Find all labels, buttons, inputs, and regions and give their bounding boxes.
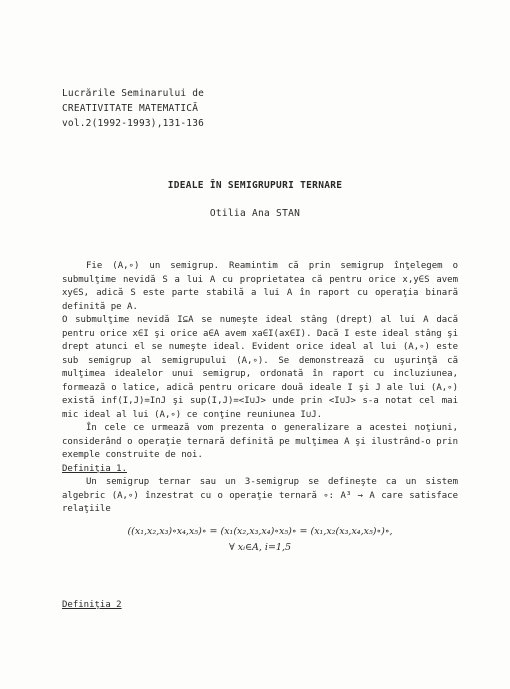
formula-quantifier: ∀ xᵢ∈A, i=1,5: [228, 541, 292, 553]
journal-line-2: CREATIVITATE MATEMATICĂ: [62, 103, 199, 114]
associativity-formula: ((x₁,x₂,x₃)∘x₄,x₅)∘ = (x₁(x₂,x₃,x₄)∘x₅)∘ = (x₁,x₂(x₃,x₄,x₅)∘)∘,: [127, 525, 393, 537]
paper-title: IDEALE ÎN SEMIGRUPURI TERNARE: [167, 180, 343, 191]
paper-body: [62, 260, 458, 556]
paragraph-ternary-semigroup: Un semigrup ternar sau un 3-semigrup se defineşte ca un sistem algebric (A,∘) înzestrat cu o operaţie ternară ∘: A³ → A care satisface relaţiile: [62, 477, 458, 514]
journal-header: [62, 86, 204, 131]
definition-1-heading: Definiţia 1.: [62, 463, 128, 474]
journal-line-1: Lucrările Seminarului de: [62, 88, 205, 99]
definition-2-heading: Definiţia 2: [62, 600, 122, 610]
paragraph-ideal-definition: O submulţime nevidă I⊆A se numeşte ideal stâng (drept) al lui A dacă pentru orice x∈I şi orice a∈A avem xa∈I(ax∈I). Dacă I este ideal stâng şi drept atunci el se numeşte ideal. Evident orice ideal al lui (A,∘) este sub semigrup al semigrupului (A,∘). Se demonstrează cu uşurinţă că mulţimea idealelor unui semigrup, ordonată în raport cu incluziunea, formează o latice, adică pentru oricare două ideale I şi J ale lui (A,∘) există inf(I,J)=I∩J şi sup(I,J)=<I∪J> unde prin <I∪J> s-a notat cel mai mic ideal al lui (A,∘) ce conţine reuniunea I∪J.: [62, 315, 458, 420]
paragraph-generalization: În cele ce urmează vom prezenta o generalizare a acestei noţiuni, considerând o operaţie ternară definită pe mulţimea A şi ilustrând-o prin exemple construite de noi.: [62, 423, 458, 460]
paper-author: Otilia Ana STAN: [209, 208, 301, 219]
paragraph-semigroup-definition: Fie (A,∘) un semigrup. Reamintim că prin semigrup înţelegem o submulţime nevidă S a lui A cu proprietatea că pentru orice x,y∈S avem xy∈S, adică S este parte stabilă a lui A în raport cu operaţia binară definită pe A.: [62, 261, 458, 312]
journal-line-3: vol.2(1992-1993),131-136: [62, 118, 205, 129]
